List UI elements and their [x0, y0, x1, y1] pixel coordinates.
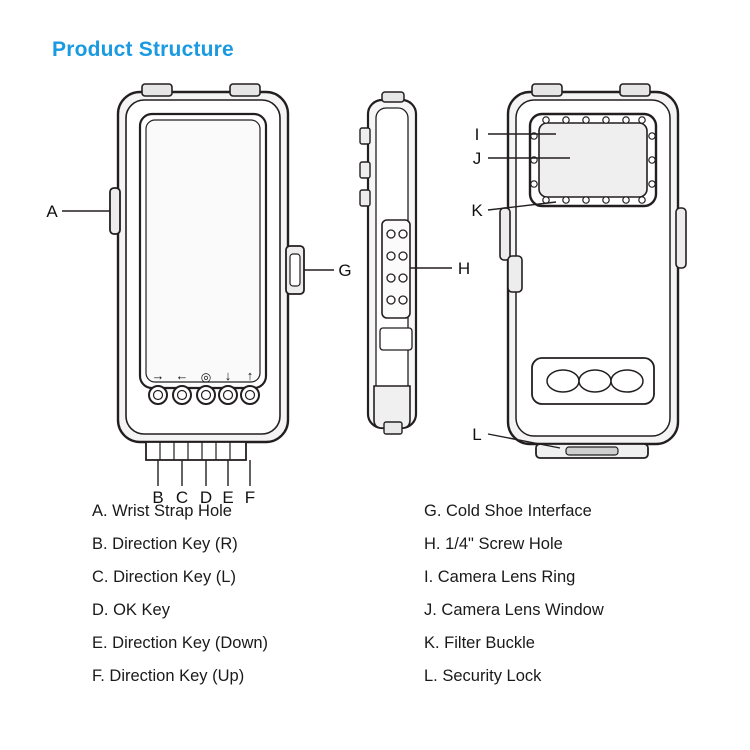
direction-key-left-button-inner	[178, 391, 187, 400]
buckle-dot	[603, 197, 609, 203]
side-left-tab-2	[360, 162, 370, 178]
side-bottom-foot	[384, 422, 402, 434]
legend-item-l: L. Security Lock	[424, 667, 542, 685]
callout-j: J	[472, 149, 482, 168]
ok-key-icon: ◎	[200, 370, 212, 384]
screw-hole-8	[399, 296, 407, 304]
legend-item-f: F. Direction Key (Up)	[92, 667, 245, 685]
front-top-latch-left	[142, 84, 172, 96]
buckle-dot	[531, 181, 537, 187]
legend-item-k: K. Filter Buckle	[424, 634, 535, 652]
product-structure-diagram	[0, 70, 750, 507]
buckle-dot	[583, 197, 589, 203]
cold-shoe-slot	[290, 254, 300, 286]
callout-h: H	[457, 259, 471, 278]
recess-oval-3	[611, 370, 643, 392]
screw-hole-5	[387, 274, 395, 282]
buckle-dot	[543, 117, 549, 123]
legend-item-e: E. Direction Key (Down)	[92, 634, 269, 652]
direction-key-right-button-inner	[154, 391, 163, 400]
side-lower-panel	[380, 328, 412, 350]
buckle-dot	[639, 117, 645, 123]
front-bottom-base	[146, 442, 246, 460]
back-view	[471, 84, 686, 458]
wrist-strap-hole	[110, 188, 120, 234]
front-view	[46, 84, 351, 507]
buckle-dot	[563, 117, 569, 123]
buckle-dot	[563, 197, 569, 203]
callout-a: A	[46, 202, 58, 221]
back-top-latch-left	[532, 84, 562, 96]
screw-hole-3	[387, 252, 395, 260]
back-left-button-pad	[508, 256, 522, 292]
callout-d: D	[199, 488, 213, 507]
direction-key-right-icon: →	[151, 368, 165, 383]
side-left-tab-3	[360, 190, 370, 206]
direction-key-down-button-inner	[224, 391, 233, 400]
recess-oval-2	[579, 370, 611, 392]
back-left-tab	[500, 208, 510, 260]
callout-i: I	[474, 125, 480, 144]
screw-hole-7	[387, 296, 395, 304]
buckle-dot	[623, 117, 629, 123]
buckle-dot	[649, 133, 655, 139]
callout-l: L	[472, 425, 482, 444]
recess-oval-1	[547, 370, 579, 392]
back-top-latch-right	[620, 84, 650, 96]
buckle-dot	[649, 181, 655, 187]
page-title: Product Structure	[52, 38, 234, 61]
direction-key-left-icon: ←	[175, 368, 189, 383]
buckle-dot	[639, 197, 645, 203]
buckle-dot	[649, 157, 655, 163]
legend-item-b: B. Direction Key (R)	[92, 535, 238, 553]
screw-hole-4	[399, 252, 407, 260]
side-view	[360, 92, 470, 434]
front-screen-window-inner	[146, 120, 260, 382]
callout-k: K	[471, 201, 483, 220]
screw-hole-1	[387, 230, 395, 238]
direction-key-up-button-inner	[246, 391, 255, 400]
callout-e: E	[222, 488, 234, 507]
back-right-tab	[676, 208, 686, 268]
legend-item-c: C. Direction Key (L)	[92, 568, 236, 586]
security-lock-slider[interactable]	[566, 447, 618, 455]
screw-hole-2	[399, 230, 407, 238]
callout-c: C	[175, 488, 189, 507]
direction-key-down-icon: ↓	[224, 368, 232, 383]
direction-key-up-icon: ↑	[246, 368, 254, 383]
diagram-svg	[0, 70, 750, 507]
front-button-row	[149, 386, 259, 404]
buckle-dot	[583, 117, 589, 123]
legend-item-g: G. Cold Shoe Interface	[424, 502, 592, 520]
callout-b: B	[152, 488, 164, 507]
legend-item-d: D. OK Key	[92, 601, 170, 619]
legend-item-i: I. Camera Lens Ring	[424, 568, 576, 586]
callout-f: F	[244, 488, 256, 507]
buckle-dot	[623, 197, 629, 203]
legend-item-h: H. 1/4" Screw Hole	[424, 535, 563, 553]
callout-g: G	[338, 261, 352, 280]
legend-column-left	[92, 495, 268, 693]
buckle-dot	[603, 117, 609, 123]
side-top-cap	[382, 92, 404, 102]
legend-item-a: A. Wrist Strap Hole	[92, 502, 232, 520]
screw-hole-6	[399, 274, 407, 282]
side-left-tab-1	[360, 128, 370, 144]
legend-item-j: J. Camera Lens Window	[424, 601, 604, 619]
front-top-latch-right	[230, 84, 260, 96]
ok-key-button-inner	[202, 391, 211, 400]
legend-column-right	[424, 495, 604, 693]
